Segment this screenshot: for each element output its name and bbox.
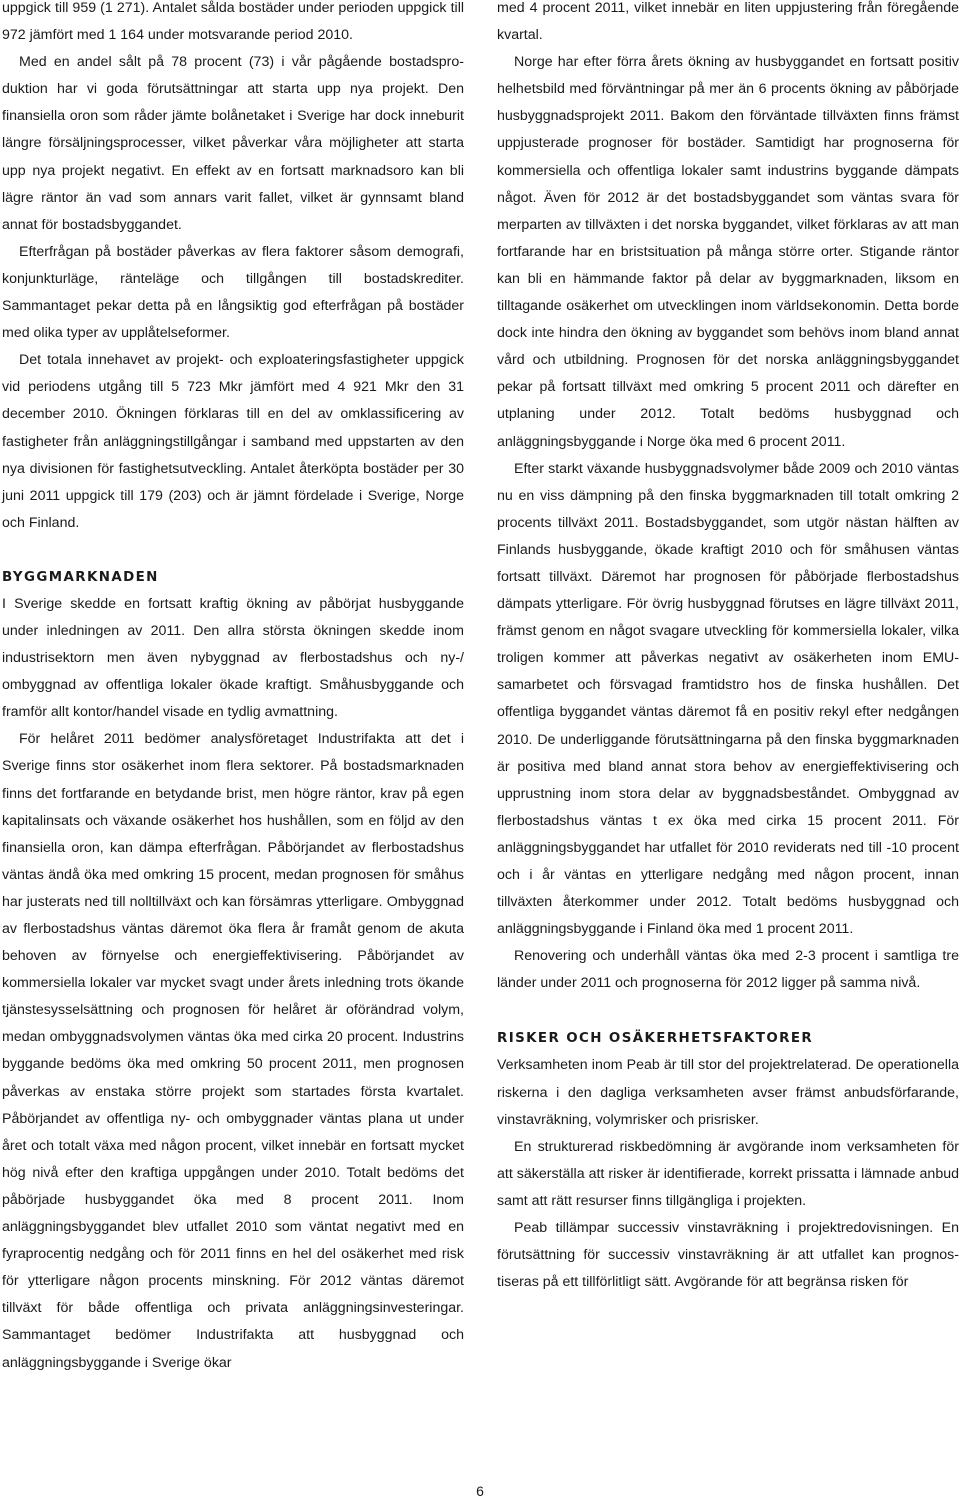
paragraph: Det totala innehavet av projekt- och exploateringsfastigheter uppgick vid periodens utgång till 5 723 Mkr jämfört med 4 921 Mkr den 31 december 2010. Ökningen förklaras till en del av omklassificering av fastigheter från anläggningstillgångar i samband med uppstarten av den nya divisionen för fastighetsutveckling. Antalet återköpta bostäder per 30 juni 2011 uppgick till 179 (203) och är jämnt fördelade i Sverige, Norge och Finland. <box>2 352 464 531</box>
paragraph: med 4 procent 2011, vilket innebär en liten uppjustering från föregående kvartal. <box>497 0 959 44</box>
paragraph: En strukturerad riskbedömning är avgörande inom verksamheten för att säkerställa att risker är identifierade, korrekt prissatta i lämnade anbud samt att rätt resurser finns tillgängliga i projekten. <box>497 1138 959 1209</box>
paragraph: Med en andel sålt på 78 procent (73) i vår pågående bostadsproduktion har vi goda förutsättningar att starta upp nya projekt. Den finansiella oron som råder jämte bolånetaket i Sverige har dock inneburit längre försäljningsprocesser, vilket påverkar våra möjligheter att starta upp nya projekt negativt. En effekt av en fortsatt marknadsoro kan bli lägre räntor än vad som annars varit fallet, vilket är gynnsamt bland annat för bostadsbyggandet. <box>2 54 464 233</box>
paragraph: Norge har efter förra årets ökning av husbyggandet en fortsatt positiv helhetsbild med förväntningar på mer än 6 procents ökning av påbörjade husbyggnadsprojekt 2011. Bakom den förväntade tillväxten finns främst uppjusterade prognoser för bostäder. Samtidigt har prognoserna för kommersiella och offentliga lokaler samt industrins byggande dämpats något. Även för 2012 är det bostadsbyggandet som väntas svara för merparten av tillväxten i det norska byggandet, vilket förklaras av att man fortfarande har en bristsituation på många större orter. Stigande räntor kan bli en hämmande faktor på delar av byggmarknaden, liksom en tilltagande osäkerhet om utvecklingen inom världsekonomin. Detta borde dock inte hindra den ökning av byggandet som behövs inom bland annat vård och utbildning. Prognosen för det norska anläggningsbyggandet pekar på fortsatt tillväxt med omkring 5 procent 2011 och därefter en utplaning under 2012. Totalt bedöms husbyggnad och anläggningsbyggande i Norge öka med 6 procent 2011. <box>497 54 959 450</box>
page-number: 6 <box>476 1483 484 1499</box>
section-heading-risker: RISKER OCH OSÄKERHETSFAKTORER <box>497 1031 814 1047</box>
paragraph: Efter starkt växande husbyggnadsvolymer både 2009 och 2010 väntas nu en viss dämpning på den finska byggmarknaden till totalt omkring 2 procents tillväxt 2011. Bostadsbyggandet, som utgör nästan hälften av Finlands husbyggande, ökade kraftigt 2010 och för småhusen väntas fortsatt tillväxt. Däremot har prognosen för påbörjade flerbostadshus dämpats ytterligare. För övrig husbyggnad förutses en lägre tillväxt 2011, främst genom en något svagare utveckling för kommersiella lokaler, vilka troligen kommer att påverkas negativt av osäkerheten inom EMU-samarbetet och försvagad framtidstro hos de finska hushållen. Det offentliga byggandet väntas däremot få en positiv rekyl efter nedgången 2010. De underliggande förutsättningarna på den finska byggmarknaden är positiva med bland annat stora behov av energieffektivisering och upprustning inom stora delar av byggnadsbeståndet. Ombyggnad av flerbostadshus väntas t ex öka med cirka 15 procent 2011. För anläggningsbyggandet har utfallet för 2010 reviderats ned till -10 procent och i år väntas en ytterligare nedgång med någon procent, innan tillväxten återkommer under 2012. Totalt bedöms husbyggnad och anläggningsbyggande i Finland öka med 1 procent 2011. <box>497 460 959 938</box>
section-heading-byggmarknaden: BYGGMARKNADEN <box>2 569 159 585</box>
left-column <box>2 0 464 1377</box>
right-column <box>497 0 959 1296</box>
paragraph: uppgick till 959 (1 271). Antalet sålda bostäder under perioden uppgick till 972 jämfört med 1 164 under motsvarande period 2010. <box>2 0 464 44</box>
paragraph: Peab tillämpar successiv vinstavräkning i projektredovisningen. En förutsättning för successiv vinstavräkning är att utfallet kan prognostiseras på ett tillförlitligt sätt. Avgörande för att begränsa risken för <box>497 1220 959 1291</box>
paragraph: I Sverige skedde en fortsatt kraftig ökning av påbörjat husbyggande under inledningen av 2011. Den allra största ökningen skedde inom industrisektorn men även nybyggnad av flerbostadshus och ny-/ ombyggnad av offentliga lokaler ökade kraftigt. Småhusbyggande och framför allt kontor/handel visade en tydlig avmattning. <box>2 595 464 721</box>
paragraph: Renovering och underhåll väntas öka med 2-3 procent i samtliga tre länder under 2011 och prognoserna för 2012 ligger på samma nivå. <box>497 948 959 992</box>
paragraph: För helåret 2011 bedömer analysföretaget Industrifakta att det i Sverige finns stor osäkerhet inom flera sektorer. På bostadsmarknaden finns det fortfarande en betydande brist, men högre räntor, krav på egen kapitalinsats och växande osäkerhet hos hushållen, som en följd av den finansiella oron, kan dämpa efterfrågan. Påbörjandet av flerbostadshus väntas ändå öka med omkring 15 procent, medan prognosen för småhus har justerats ned till nolltillväxt och kan försämras ytterligare. Ombyggnad av flerbostadshus väntas däremot öka flera år framåt genom de akuta behoven av förnyelse och energieffektivisering. Påbörjandet av kommersiella lokaler var mycket svagt under årets inledning trots ökande tjänstesysselsättning och prognosen för helåret är oförändrad volym, medan ombyggnadsvolymen väntas öka med cirka 20 procent. Industrins byggande bedöms öka med omkring 50 procent 2011, men prognosen påverkas av enstaka större projekt som startades första kvartalet. Påbörjandet av offentliga ny- och ombyggnader väntas plana ut under året och totalt växa med någon procent, vilket innebär en fortsatt mycket hög nivå efter den kraftiga uppgången under 2010. Totalt bedöms det påbörjade husbyggandet öka med 8 procent 2011. Inom anläggningsbyggandet blev utfallet 2010 som väntat negativt med en fyraprocentig nedgång och för 2011 finns en hel del osäkerhet med risk för ytterligare någon procents minskning. För 2012 väntas däremot tillväxt för både offentliga och privata anläggningsinvesteringar. Sammantaget bedömer Industrifakta att husbyggnad och anläggningsbyggande i Sverige ökar <box>2 731 464 1371</box>
paragraph: Efterfrågan på bostäder påverkas av flera faktorer såsom demografi, konjunkturläge, ränteläge och tillgången till bostadskrediter. Sammantaget pekar detta på en långsiktig god efterfrågan på bostäder med olika typer av upplåtelseformer. <box>2 243 464 342</box>
paragraph: Verksamheten inom Peab är till stor del projektrelaterad. De operationella riskerna i den dagliga verksamheten avser främst anbudsförfarande, vinstavräkning, volymrisker och prisrisker. <box>497 1057 959 1128</box>
